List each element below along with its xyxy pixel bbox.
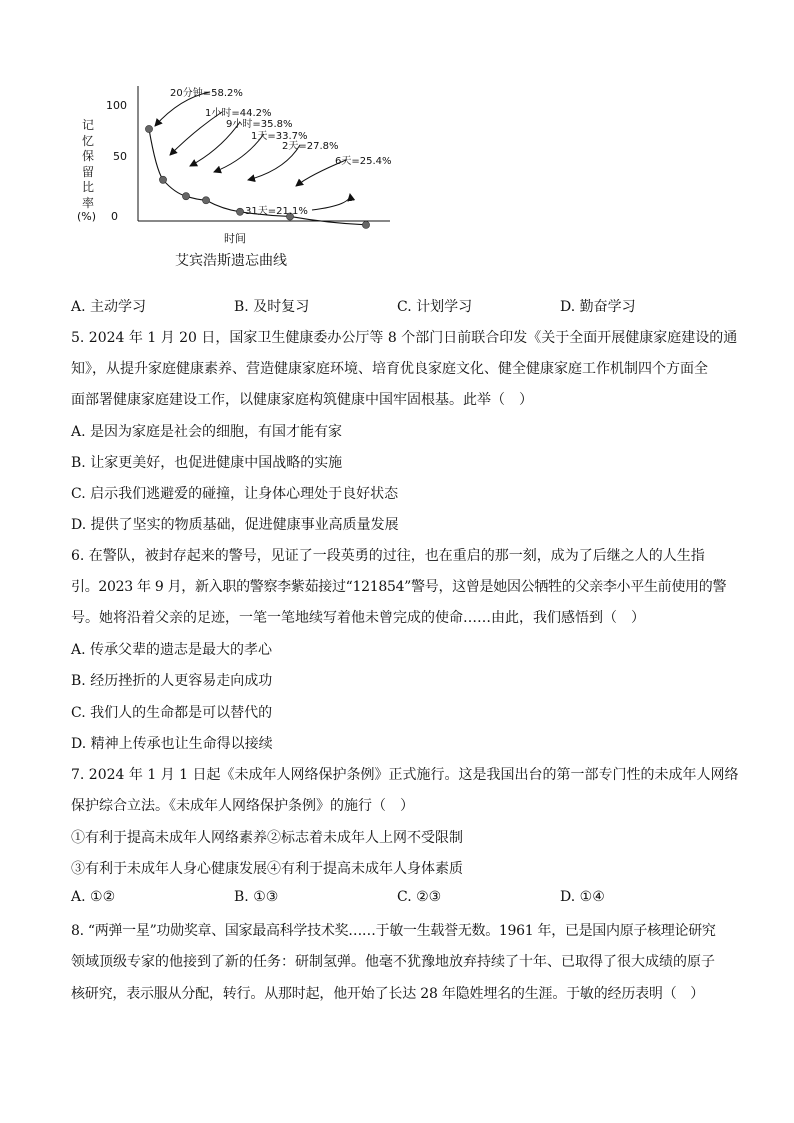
option-text: ②③ [416, 889, 442, 905]
q8-stem-line: 8. “两弹一星”功勋奖章、国家最高科学技术奖……于敏一生载誉无数。1961 年，已是国内原子核理论研究 [71, 923, 716, 939]
curve-point-1天 [202, 197, 209, 204]
y-tick-0: 0 [111, 210, 118, 223]
option-letter: B. [234, 889, 249, 905]
y-axis-unit: (%) [77, 210, 97, 223]
q6-option-a[interactable]: A. 传承父辈的遗志是最大的孝心 [71, 642, 273, 658]
q5-stem-line: 面部署健康家庭建设工作，以健康家庭构筑健康中国牢固根基。此举（ ） [71, 392, 533, 408]
y-label-char: 率 [81, 195, 94, 210]
q6-stem-line: 号。她将沿着父亲的足迹，一笔一笔地续写着他未曾完成的使命……由此，我们感悟到（ ） [71, 610, 645, 626]
q7-stem-line: 保护综合立法。《未成年人网络保护条例》的施行（ ） [71, 798, 414, 814]
annotation-1day: 1天=33.7% [251, 131, 308, 142]
annotation-2days: 2天=27.8% [282, 141, 339, 152]
option-text: 勤奋学习 [579, 299, 636, 315]
y-label-char: 留 [81, 164, 94, 179]
option-letter: D. [560, 299, 576, 315]
q5-option-d[interactable]: D. 提供了坚实的物质基础，促进健康事业高质量发展 [71, 517, 399, 533]
q4-option-c[interactable] [397, 296, 472, 316]
q4-option-b[interactable] [234, 296, 309, 316]
q7-option-c[interactable] [397, 889, 441, 905]
option-text: 计划学习 [416, 299, 473, 315]
option-letter: C. [397, 889, 412, 905]
y-tick-100: 100 [106, 99, 127, 112]
q7-option-b[interactable] [234, 889, 278, 905]
y-label-char: 记 [81, 118, 94, 132]
curve-point-1小时 [159, 176, 166, 183]
q8-stem-line: 核研究，表示服从分配，转行。从那时起，他开始了长达 28 年隐姓埋名的生涯。于敏的经历表明（ ） [71, 986, 705, 1002]
option-letter: B. [234, 299, 249, 315]
annotation-arrow-31天 [312, 194, 350, 210]
option-letter: A. [71, 889, 86, 905]
annotation-20min: 20分钟=58.2% [170, 88, 243, 99]
option-text: 及时复习 [253, 299, 310, 315]
annotation-31days: 31天=21.1% [245, 206, 308, 217]
curve-point-31天 [362, 221, 369, 228]
q6-option-d[interactable]: D. 精神上传承也让生命得以接续 [71, 736, 273, 752]
q5-stem-line: 5. 2024 年 1 月 20 日，国家卫生健康委办公厅等 8 个部门日前联合印发《关于全面开展健康家庭建设的通 [71, 330, 738, 346]
q6-stem-line: 引。2023 年 9 月，新入职的警察李紫茹接过“121854”警号，这曾是她因公牺牲的父亲李小平生前使用的警 [71, 579, 727, 595]
q5-option-b[interactable]: B. 让家更美好，也促进健康中国战略的实施 [71, 455, 343, 471]
option-text: ①② [90, 889, 116, 905]
y-tick-50: 50 [113, 150, 127, 163]
q7-option-a[interactable] [71, 889, 115, 905]
annotation-1hour: 1小时=44.2% [205, 108, 272, 119]
option-text: ①③ [253, 889, 279, 905]
q6-stem-line: 6. 在警队，被封存起来的警号，见证了一段英勇的过往，也在重启的那一刻，成为了后继之人的人生指 [71, 548, 705, 564]
q5-option-a[interactable]: A. 是因为家庭是社会的细胞，有国才能有家 [71, 424, 343, 440]
q7-statement: ①有利于提高未成年人网络素养②标志着未成年人上网不受限制 [71, 830, 463, 846]
q4-option-d[interactable] [560, 296, 636, 316]
option-text: 主动学习 [90, 299, 147, 315]
q4-option-a[interactable] [71, 296, 146, 316]
y-axis-label [81, 118, 95, 211]
q6-option-c[interactable]: C. 我们人的生命都是可以替代的 [71, 705, 273, 721]
y-label-char: 忆 [81, 133, 94, 148]
q6-option-b[interactable]: B. 经历挫折的人更容易走向成功 [71, 673, 273, 689]
y-label-char: 保 [81, 149, 94, 163]
annotation-9hours: 9小时=35.8% [226, 119, 293, 130]
curve-point-20分钟 [145, 125, 152, 132]
y-label-char: 比 [81, 180, 94, 194]
q5-stem-line: 知》，从提升家庭健康素养、营造健康家庭环境、培育优良家庭文化、健全健康家庭工作机制四个方面全 [71, 361, 708, 377]
option-letter: A. [71, 299, 86, 315]
option-letter: C. [397, 299, 412, 315]
curve-point-2天 [236, 208, 243, 215]
q5-option-c[interactable]: C. 启示我们逃避爱的碰撞，让身体心理处于良好状态 [71, 486, 399, 502]
q8-stem-line: 领域顶级专家的他接到了新的任务：研制氢弹。他毫不犹豫地放弃持续了十年、已取得了很大成绩的原子 [71, 954, 715, 970]
q7-stem-line: 7. 2024 年 1 月 1 日起《未成年人网络保护条例》正式施行。这是我国出台的第一部专门性的未成年人网络 [71, 767, 739, 783]
curve-point-9小时 [182, 193, 189, 200]
figure-title: 艾宾浩斯遗忘曲线 [175, 253, 287, 269]
q7-option-d[interactable] [560, 889, 605, 905]
option-letter: D. [560, 889, 576, 905]
x-axis-label: 时间 [224, 232, 246, 245]
annotation-6days: 6天=25.4% [335, 156, 392, 167]
q7-statement: ③有利于未成年人身心健康发展④有利于提高未成年人身体素质 [71, 861, 463, 877]
option-text: ①④ [579, 889, 605, 905]
